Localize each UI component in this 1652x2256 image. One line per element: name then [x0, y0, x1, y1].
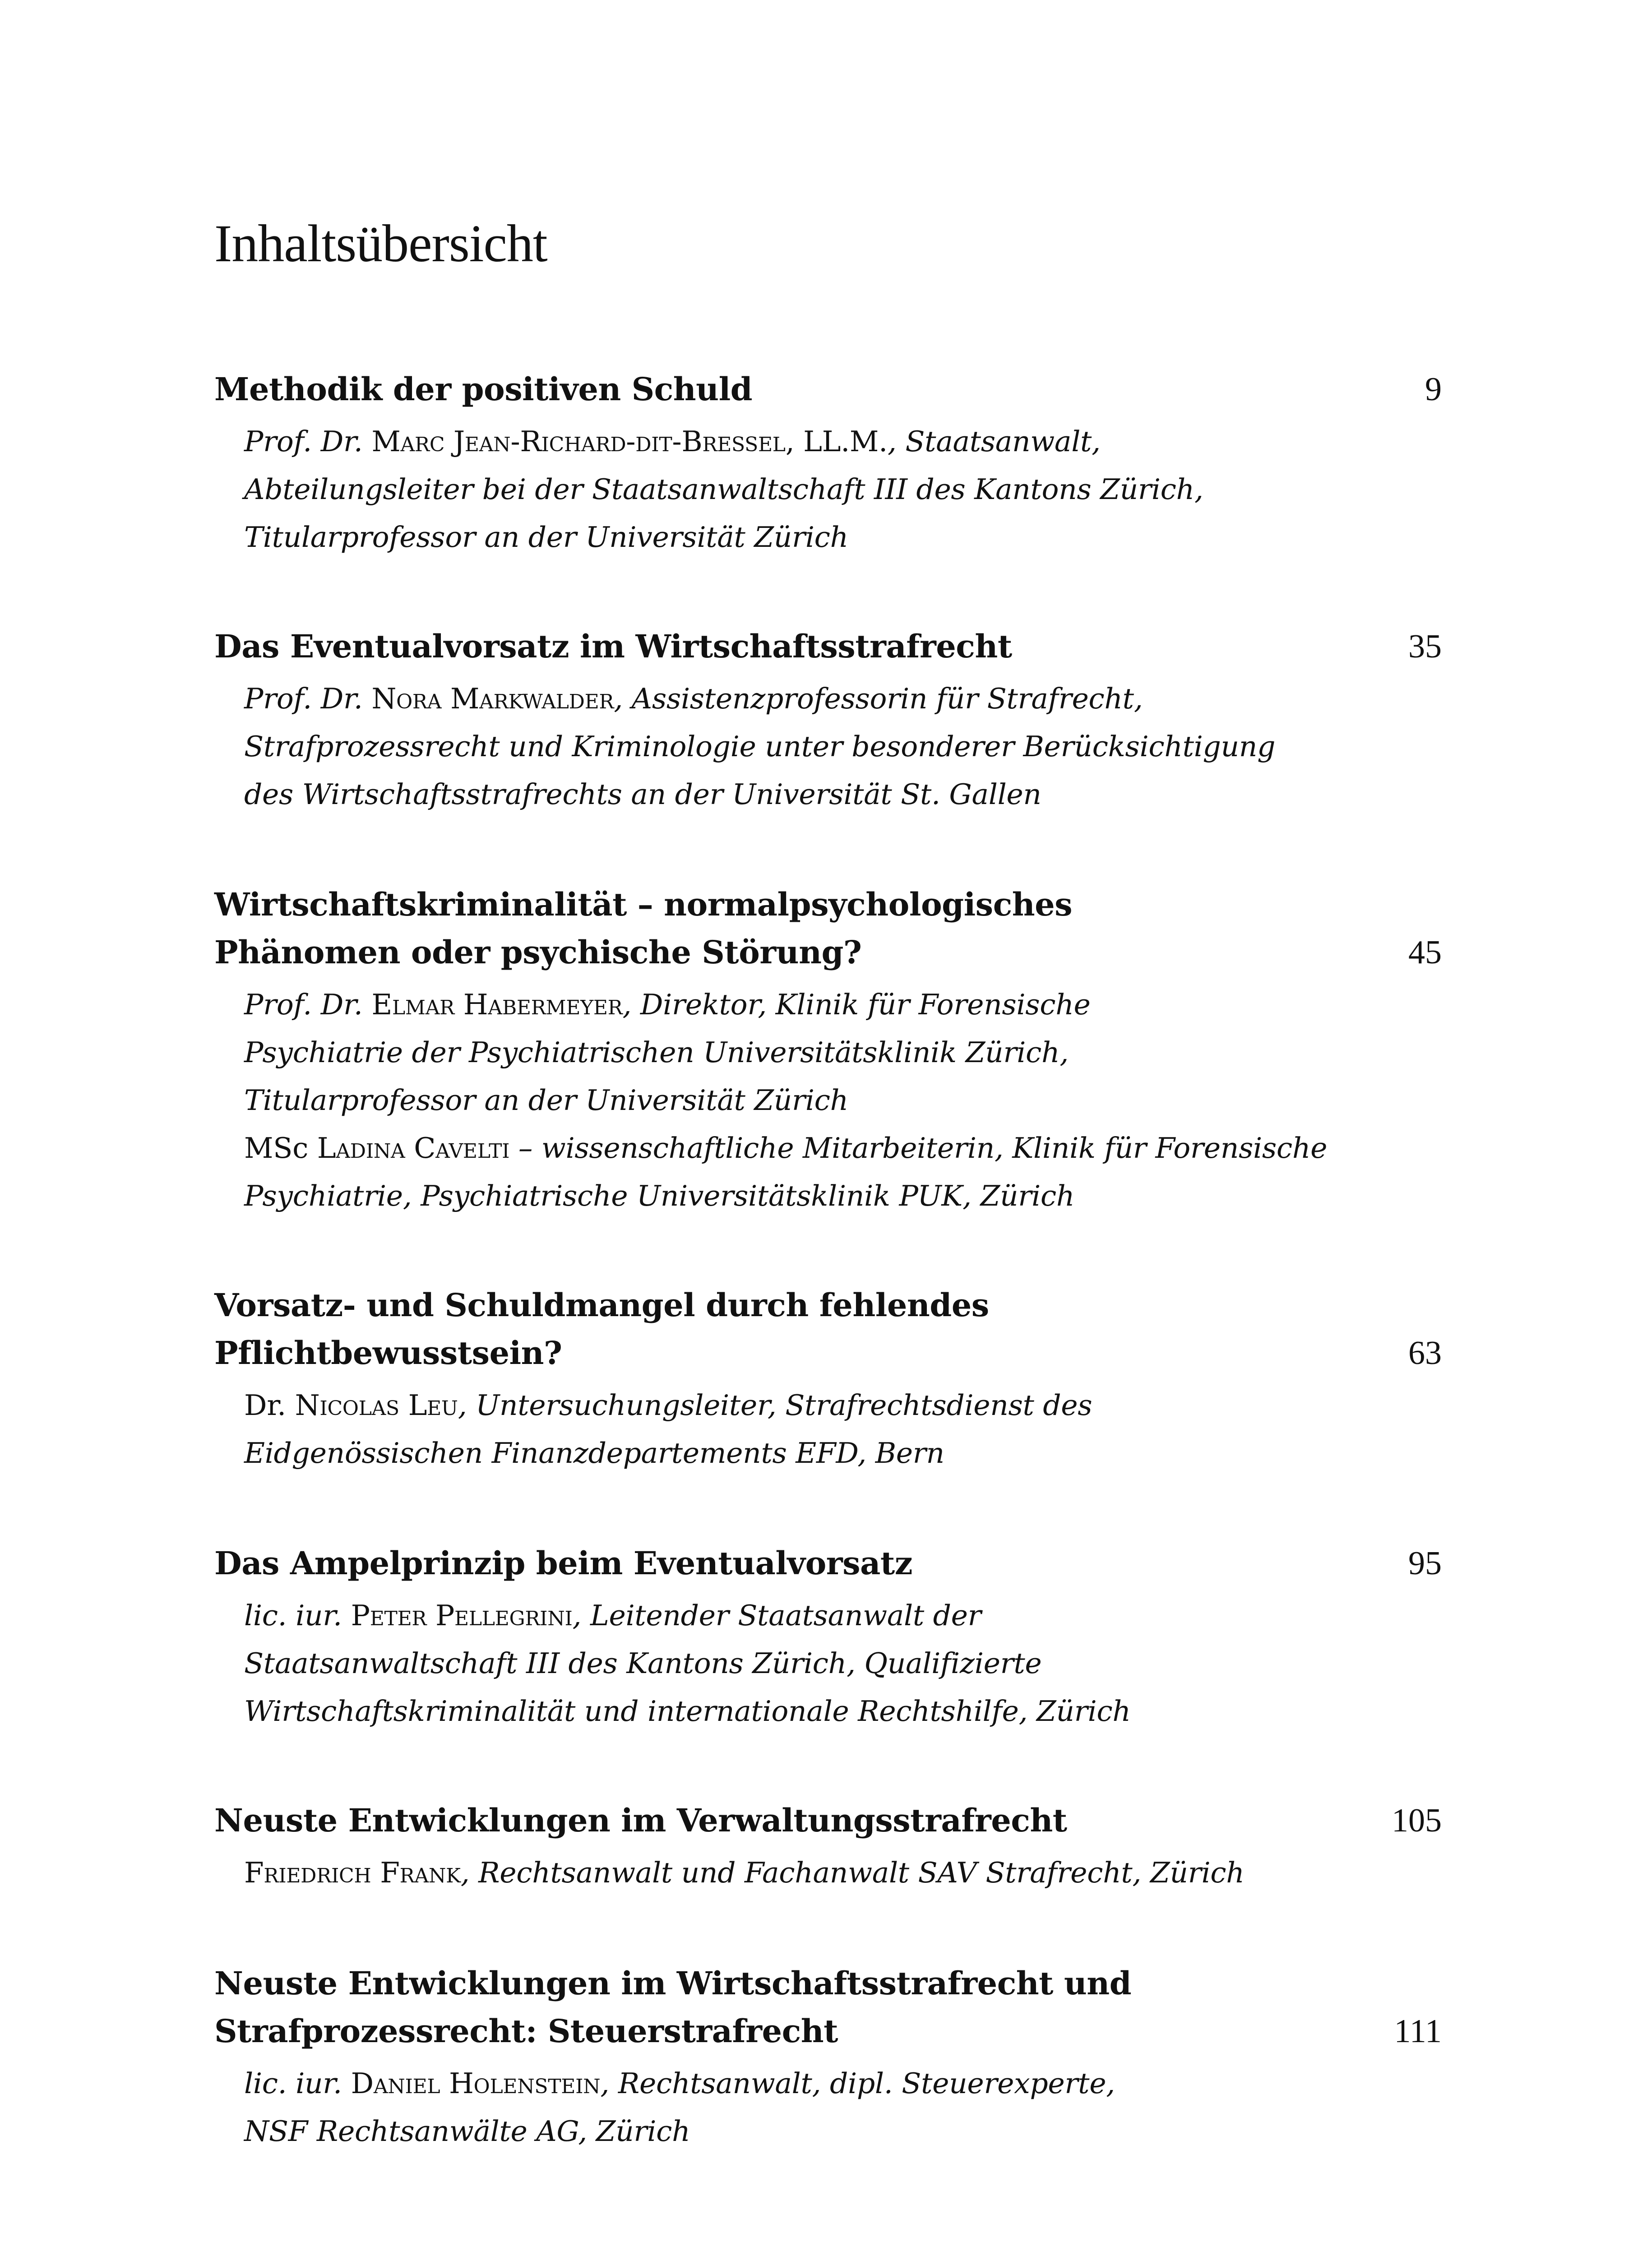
author-text: Titularprofessor an der Universität Zürich	[244, 521, 848, 554]
toc-entry	[214, 1960, 1442, 2155]
toc-entry	[214, 623, 1442, 818]
toc-entry-head	[214, 1797, 1442, 1845]
author-text: Psychiatrie der Psychiatrischen Universitätsklinik Zürich,	[244, 1036, 1069, 1069]
author-name: Elmar Habermeyer	[371, 988, 623, 1021]
author-line	[244, 418, 1435, 466]
author-line	[244, 466, 1435, 513]
entry-title: Das Eventualvorsatz im Wirtschaftsstrafrecht	[214, 628, 1012, 665]
author-line	[244, 1382, 1435, 1429]
author-text: Prof. Dr.	[244, 988, 372, 1021]
entry-authors	[244, 981, 1435, 1220]
entry-page-number: 95	[1408, 1545, 1442, 1582]
entry-title: Neuste Entwicklungen im Verwaltungsstrafrecht	[214, 1802, 1067, 1839]
author-line	[244, 1592, 1435, 1640]
author-text: Dr.	[244, 1389, 295, 1422]
author-name: Peter Pellegrini	[351, 1599, 573, 1632]
entry-page-number: 45	[1408, 934, 1442, 971]
entry-authors	[244, 1849, 1435, 1897]
author-text: , Untersuchungsleiter, Strafrechtsdienst des	[458, 1389, 1092, 1422]
author-name: Friedrich Frank	[244, 1856, 461, 1889]
author-line	[244, 1124, 1435, 1172]
author-line	[244, 2108, 1435, 2155]
author-line	[244, 513, 1435, 561]
author-line	[244, 771, 1435, 818]
author-text: Psychiatrie, Psychiatrische Universitätsklinik PUK, Zürich	[244, 1179, 1075, 1212]
entry-authors	[244, 418, 1435, 561]
author-text: , Leitender Staatsanwalt der	[572, 1599, 981, 1632]
toc-entry-head	[214, 623, 1442, 670]
author-name: Nora Markwalder	[371, 682, 614, 715]
toc-entry	[214, 365, 1442, 561]
page-title: Inhaltsübersicht	[214, 214, 547, 273]
author-name: Daniel Holenstein	[351, 2067, 601, 2100]
author-text: lic. iur.	[244, 2067, 351, 2100]
entry-authors	[244, 2060, 1435, 2155]
toc-entry-head	[214, 365, 1442, 413]
entry-title: Wirtschaftskriminalität – normalpsychologisches Phänomen oder psychische Störung?	[214, 886, 1073, 971]
toc-entry-head	[214, 881, 1442, 976]
entry-title: Methodik der positiven Schuld	[214, 370, 753, 408]
author-line	[244, 1640, 1435, 1687]
author-line	[244, 723, 1435, 771]
author-text: , Rechtsanwalt und Fachanwalt SAV Strafrecht, Zürich	[460, 1856, 1245, 1889]
author-text: Strafprozessrecht und Kriminologie unter besonderer Berücksichtigung	[244, 730, 1276, 763]
author-text: Staatsanwaltschaft III des Kantons Zürich, Qualifizierte	[244, 1647, 1042, 1680]
entry-title: Neuste Entwicklungen im Wirtschaftsstrafrecht und Strafprozessrecht: Steuerstrafrecht	[214, 1965, 1132, 2050]
entry-authors	[244, 1382, 1435, 1477]
author-text: NSF Rechtsanwälte AG, Zürich	[244, 2115, 690, 2148]
author-line	[244, 981, 1435, 1029]
author-text: des Wirtschaftsstrafrechts an der Universität St. Gallen	[244, 778, 1041, 811]
author-text: lic. iur.	[244, 1599, 351, 1632]
entry-page-number: 9	[1425, 371, 1442, 408]
toc-entry	[214, 881, 1442, 1220]
toc-entry	[214, 1539, 1442, 1735]
toc-entry-head	[214, 1281, 1442, 1377]
entry-title: Das Ampelprinzip beim Eventualvorsatz	[214, 1544, 912, 1582]
toc-entry	[214, 1281, 1442, 1477]
entry-authors	[244, 1592, 1435, 1735]
toc-entry-head	[214, 1960, 1442, 2055]
toc-entry	[214, 1797, 1442, 1897]
entry-authors	[244, 675, 1435, 818]
author-text: Titularprofessor an der Universität Zürich	[244, 1084, 848, 1117]
author-text: Eidgenössischen Finanzdepartements EFD, Bern	[244, 1437, 944, 1470]
author-line	[244, 1029, 1435, 1077]
author-text: Prof. Dr.	[244, 682, 372, 715]
entry-page-number: 105	[1392, 1802, 1442, 1839]
entry-page-number: 111	[1394, 2013, 1442, 2050]
entry-title: Vorsatz- und Schuldmangel durch fehlendes Pflichtbewusstsein?	[214, 1286, 989, 1372]
author-text: , LL.M.	[785, 425, 888, 458]
author-line	[244, 1429, 1435, 1477]
author-text: , Assistenzprofessorin für Strafrecht,	[614, 682, 1143, 715]
author-text: MSc	[244, 1132, 317, 1165]
author-text: , Direktor, Klinik für Forensische	[622, 988, 1091, 1021]
author-line	[244, 1172, 1435, 1220]
entry-page-number: 63	[1408, 1335, 1442, 1372]
author-text: Wirtschaftskriminalität und internationale Rechtshilfe, Zürich	[244, 1695, 1131, 1728]
author-text: Prof. Dr.	[244, 425, 372, 458]
author-name: Nicolas Leu	[295, 1389, 458, 1422]
author-line	[244, 1849, 1435, 1897]
author-text: Abteilungsleiter bei der Staatsanwaltschaft III des Kantons Zürich,	[244, 473, 1203, 506]
entry-page-number: 35	[1408, 628, 1442, 665]
author-line	[244, 1077, 1435, 1124]
author-text: , Staatsanwalt,	[887, 425, 1101, 458]
author-line	[244, 675, 1435, 723]
author-name: Marc Jean-Richard-dit-Bressel	[371, 425, 786, 458]
author-line	[244, 2060, 1435, 2108]
toc-entry-head	[214, 1539, 1442, 1587]
author-text: – wissenschaftliche Mitarbeiterin, Klinik für Forensische	[509, 1132, 1328, 1165]
author-text: , Rechtsanwalt, dipl. Steuerexperte,	[600, 2067, 1115, 2100]
author-name: Ladina Cavelti	[317, 1132, 510, 1165]
author-line	[244, 1687, 1435, 1735]
